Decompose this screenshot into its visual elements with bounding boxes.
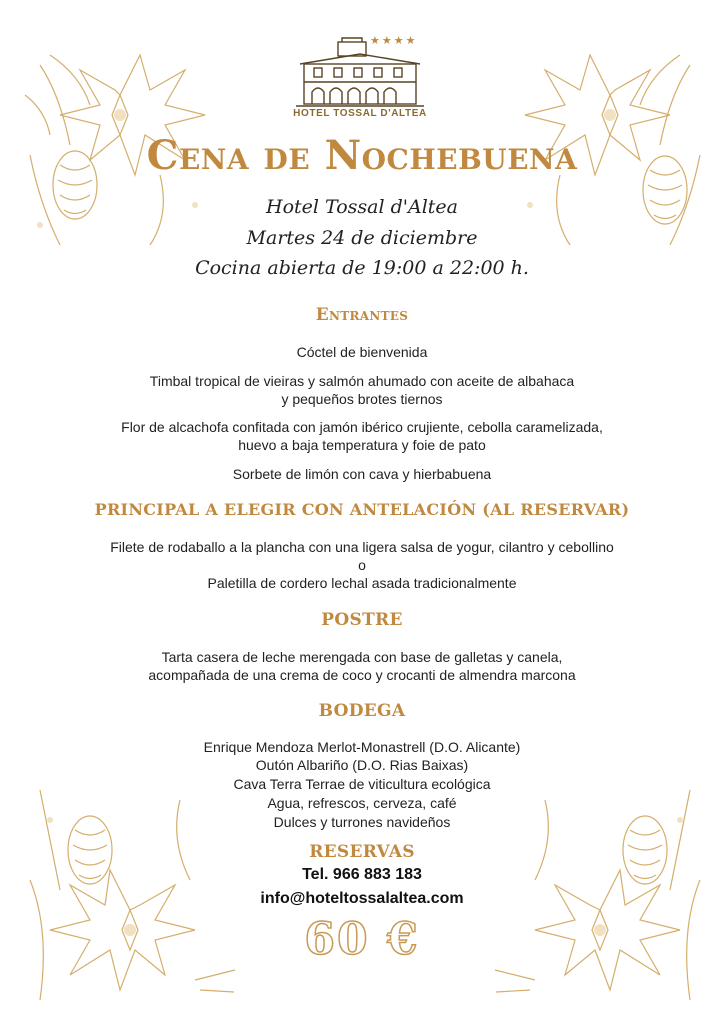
wine-item: Enrique Mendoza Merlot-Monastrell (D.O. Alicante) (203, 739, 521, 755)
menu-item: Timbal tropical de vieiras y salmón ahumado con aceite de albahaca (149, 373, 575, 389)
hotel-stars: ★★★★ (370, 35, 418, 47)
section-heading-entrantes: Entrantes (315, 305, 409, 325)
menu-item: y pequeños brotes tiernos (281, 391, 443, 407)
section-heading-principal: PRINCIPAL A ELEGIR CON ANTELACIÓN (AL RESERVAR) (94, 500, 630, 519)
section-heading-reservas: RESERVAS (309, 842, 415, 862)
menu-item: Tarta casera de leche merengada con base de galletas y canela, (161, 649, 563, 665)
wine-item: Dulces y turrones navideños (273, 814, 451, 830)
reservation-phone[interactable]: Tel. 966 883 183 (302, 866, 422, 883)
reservation-email[interactable]: info@hoteltossalaltea.com (260, 890, 464, 907)
menu-item-or: o (358, 557, 366, 573)
menu-item: Flor de alcachofa confitada con jamón ibérico crujiente, cebolla caramelizada, (121, 419, 603, 435)
hotel-logo-name: HOTEL TOSSAL D'ALTEA (293, 108, 427, 119)
wine-item: Agua, refrescos, cerveza, café (267, 795, 457, 811)
subtitle-date: Martes 24 de diciembre (246, 227, 478, 249)
menu-item: acompañada de una crema de coco y crocanti de almendra marcona (148, 667, 576, 683)
menu-item: Paletilla de cordero lechal asada tradicionalmente (207, 575, 517, 591)
subtitle-hours: Cocina abierta de 19:00 a 22:00 h. (195, 257, 529, 279)
menu-item: Filete de rodaballo a la plancha con una ligera salsa de yogur, cilantro y cebollino (110, 539, 614, 555)
page-title: Cena de Nochebuena (146, 132, 578, 179)
price-badge: 60 € (304, 914, 420, 965)
menu-item: Sorbete de limón con cava y hierbabuena (232, 466, 492, 482)
wine-item: Outón Albariño (D.O. Rias Baixas) (255, 757, 469, 773)
wine-item: Cava Terra Terrae de viticultura ecológica (233, 776, 491, 792)
section-heading-bodega: BODEGA (318, 701, 406, 721)
menu-item: huevo a baja temperatura y foie de pato (238, 437, 486, 453)
section-heading-postre: POSTRE (321, 610, 403, 630)
subtitle-hotel: Hotel Tossal d'Altea (266, 196, 458, 218)
menu-item: Cóctel de bienvenida (296, 344, 428, 360)
